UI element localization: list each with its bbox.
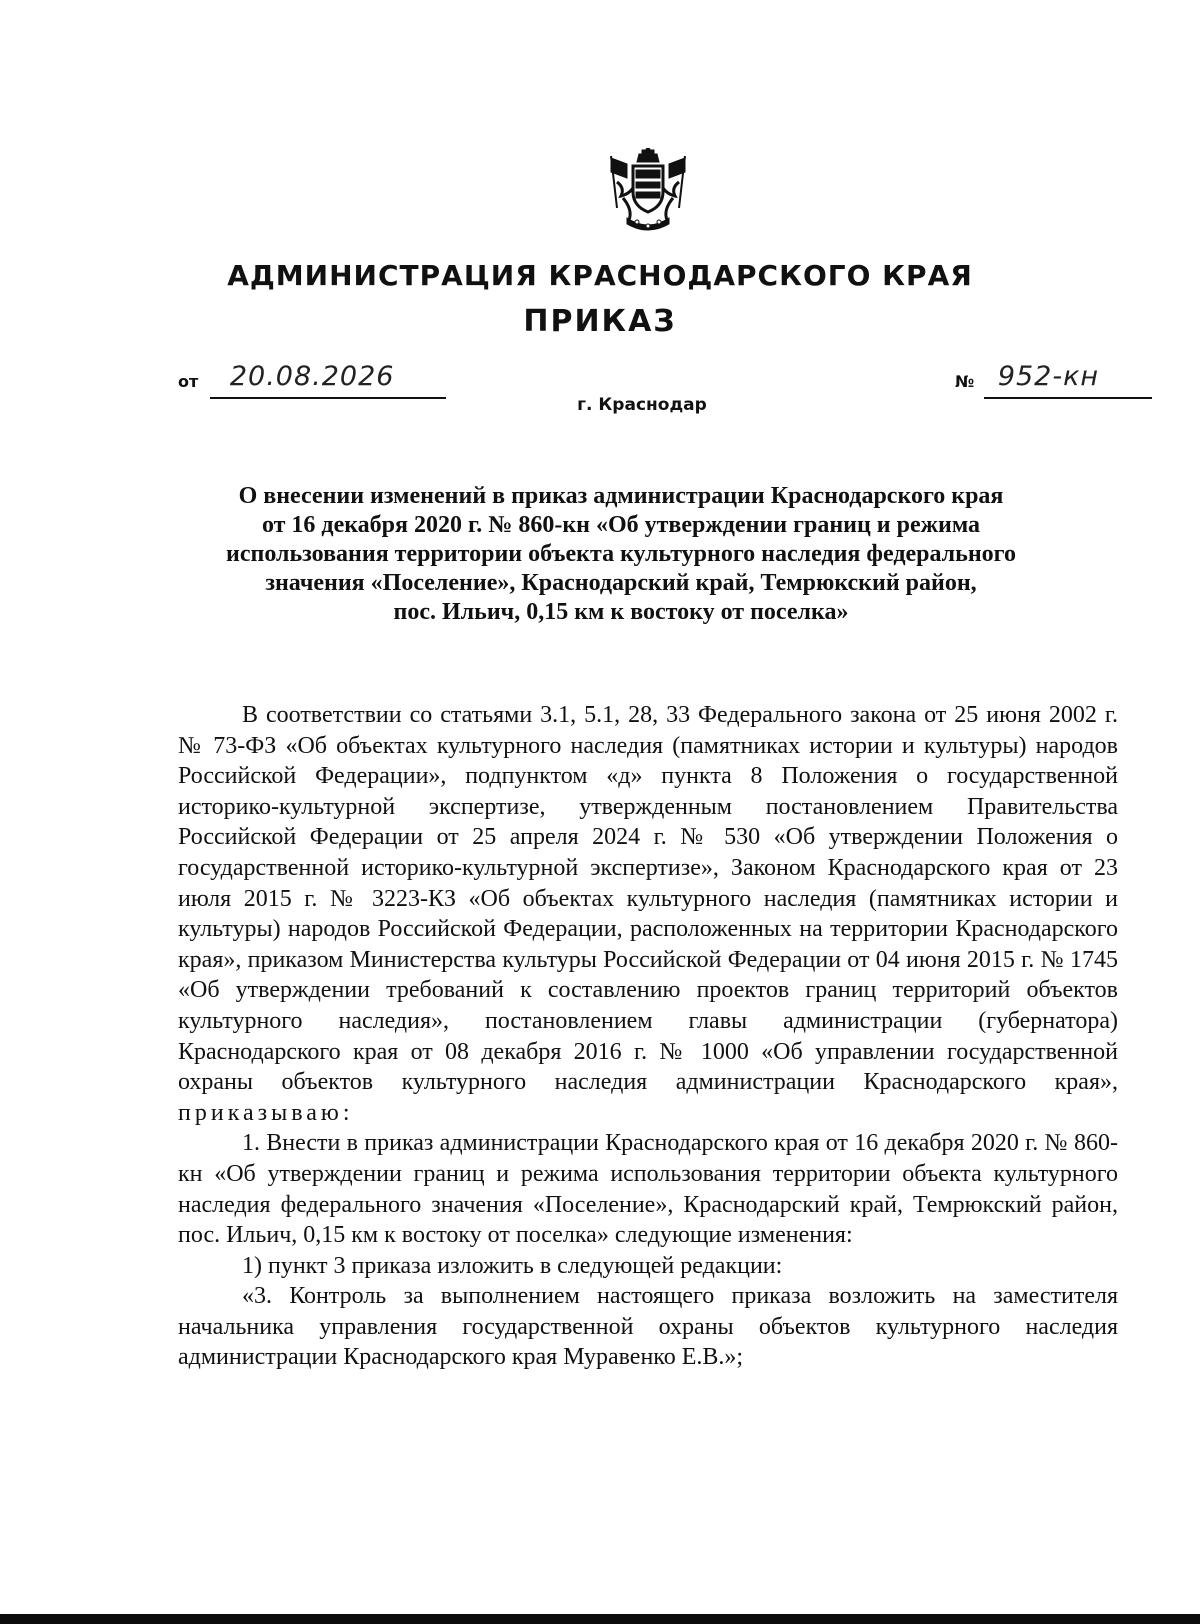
heading-line: от 16 декабря 2020 г. № 860-кн «Об утверждении границ и режима bbox=[261, 512, 981, 538]
coat-of-arms-icon bbox=[603, 148, 693, 232]
heading-line: использования территории объекта культурного наследия федерального bbox=[226, 541, 1016, 567]
document-type: ПРИКАЗ bbox=[523, 304, 677, 339]
number-prefix: № bbox=[955, 372, 975, 391]
handwritten-date: 20.08.2026 bbox=[229, 361, 395, 392]
document-heading bbox=[150, 482, 1092, 627]
scan-edge-bar bbox=[0, 1614, 1200, 1624]
subitem-1-paragraph: 1) пункт 3 приказа изложить в следующей редакции: bbox=[242, 1252, 783, 1279]
date-prefix: от bbox=[178, 372, 199, 391]
heading-line: О внесении изменений в приказ администрации Краснодарского края bbox=[238, 483, 1004, 509]
order-word: приказываю: bbox=[178, 1099, 354, 1126]
heading-line: пос. Ильич, 0,15 км к востоку от поселка» bbox=[393, 599, 849, 625]
quote-paragraph: «3. Контроль за выполнением настоящего приказа возложить на заместителя начальника управления государственной охраны объектов культурного наследия администрации Краснодарского края Муравенко Е.В.»; bbox=[178, 1283, 1118, 1371]
document-body bbox=[178, 700, 1118, 1373]
preamble-text: В соответствии со статьями 3.1, 5.1, 28, 33 Федерального закона от 25 июня 2002 г. № 73-ФЗ «Об объектах культурного наследия (памятниках истории и культуры) народов Российской Федерации», подпунктом «д» пункта 8 Положения о государственной историко-культурной экспертизе, утвержденным постановлением Правительства Российской Федерации от 25 апреля 2024 г. № 530 «Об утверждении Положения о государственной историко-культурной экспертизе», Законом Краснодарского края от 23 июля 2015 г. № 3223-КЗ «Об объектах культурного наследия (памятниках истории и культуры) народов Российской Федерации, расположенных на территории Краснодарского края», приказом Министерства культуры Российской Федерации от 04 июня 2015 г. № 1745 «Об утверждении требований к составлению проектов границ территорий объектов культурного наследия», постановлением главы администрации (губернатора) Краснодарского края от 08 декабря 2016 г. № 1000 «Об управлении государственной охраны объектов культурного наследия администрации Краснодарского края», bbox=[178, 702, 1118, 1096]
organization-title: АДМИНИСТРАЦИЯ КРАСНОДАРСКОГО КРАЯ bbox=[227, 259, 973, 292]
handwritten-number: 952-кн bbox=[997, 361, 1100, 392]
city-label: г. Краснодар bbox=[577, 395, 707, 415]
preamble-paragraph bbox=[178, 700, 1118, 1128]
heading-line: значения «Поселение», Краснодарский край, Темрюкский район, bbox=[265, 570, 977, 596]
item-1-paragraph: 1. Внести в приказ администрации Краснодарского края от 16 декабря 2020 г. № 860-кн «Об утверждении границ и режима использования территории объекта культурного наследия федерального значения «Поселение», Краснодарский край, Темрюкский район, пос. Ильич, 0,15 км к востоку от поселка» следующие изменения: bbox=[178, 1130, 1118, 1249]
